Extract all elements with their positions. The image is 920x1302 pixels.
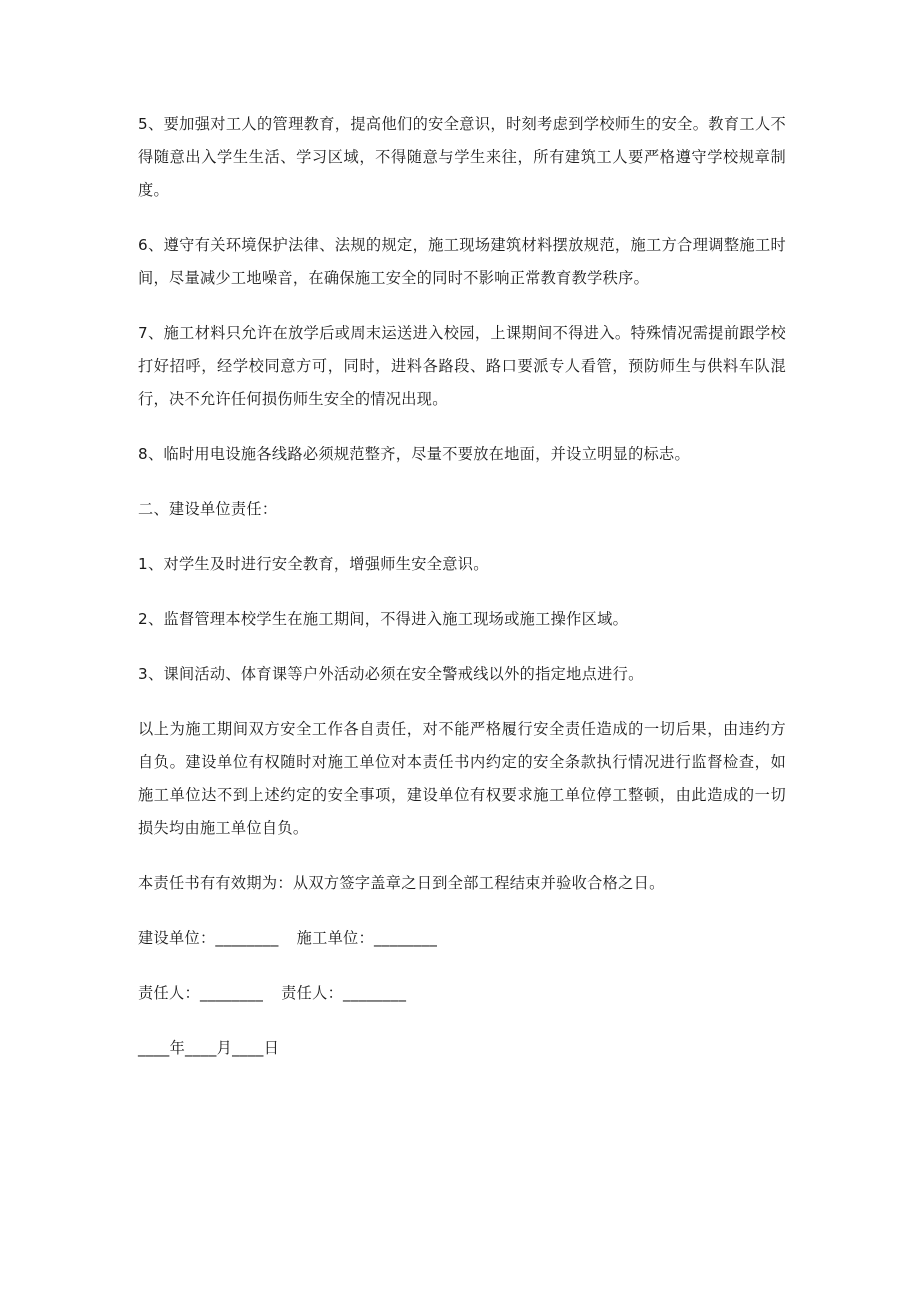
section-heading-client-responsibility: 二、建设单位责任： bbox=[138, 500, 278, 518]
paragraph-item-7: 7、施工材料只允许在放学后或周末运送进入校园，上课期间不得进入。特殊情况需提前跟学校打好招呼，经学校同意方可，同时，进料各路段、路口要派专人看管，预防师生与供料车队混行，决不允许任何损伤师生安全的情况出现。 bbox=[138, 324, 786, 408]
paragraph-client-1: 1、对学生及时进行安全教育，增强师生安全意识。 bbox=[138, 555, 489, 573]
paragraph-item-8: 8、临时用电设施各线路必须规范整齐，尽量不要放在地面，并设立明显的标志。 bbox=[138, 445, 691, 463]
date-field: ____年____月____日 bbox=[138, 1039, 280, 1057]
paragraph-item-6: 6、遵守有关环境保护法律、法规的规定，施工现场建筑材料摆放规范，施工方合理调整施工时间，尽量减少工地噪音，在确保施工安全的同时不影响正常教育教学秩序。 bbox=[138, 236, 786, 287]
paragraph-item-5: 5、要加强对工人的管理教育，提高他们的安全意识，时刻考虑到学校师生的安全。教育工人不得随意出入学生生活、学习区域，不得随意与学生来往，所有建筑工人要严格遵守学校规章制度。 bbox=[138, 115, 786, 199]
document-body bbox=[138, 108, 786, 1087]
contractor-unit-field: 施工单位：________ bbox=[296, 929, 438, 947]
contractor-person-field: 责任人：________ bbox=[281, 984, 407, 1002]
signature-persons-line bbox=[138, 977, 786, 1010]
signature-units-line bbox=[138, 922, 786, 955]
paragraph-client-2: 2、监督管理本校学生在施工期间，不得进入施工现场或施工操作区域。 bbox=[138, 610, 629, 628]
paragraph-validity: 本责任书有有效期为：从双方签字盖章之日到全部工程结束并验收合格之日。 bbox=[138, 874, 665, 892]
paragraph-client-3: 3、课间活动、体育课等户外活动必须在安全警戒线以外的指定地点进行。 bbox=[138, 665, 644, 683]
client-person-field: 责任人：________ bbox=[138, 984, 264, 1002]
client-unit-field: 建设单位：________ bbox=[138, 929, 279, 947]
signature-date-line bbox=[138, 1032, 786, 1065]
paragraph-summary: 以上为施工期间双方安全工作各自责任，对不能严格履行安全责任造成的一切后果，由违约方自负。建设单位有权随时对施工单位对本责任书内约定的安全条款执行情况进行监督检查，如施工单位达不到上述约定的安全事项，建设单位有权要求施工单位停工整顿，由此造成的一切损失均由施工单位自负。 bbox=[138, 720, 786, 837]
